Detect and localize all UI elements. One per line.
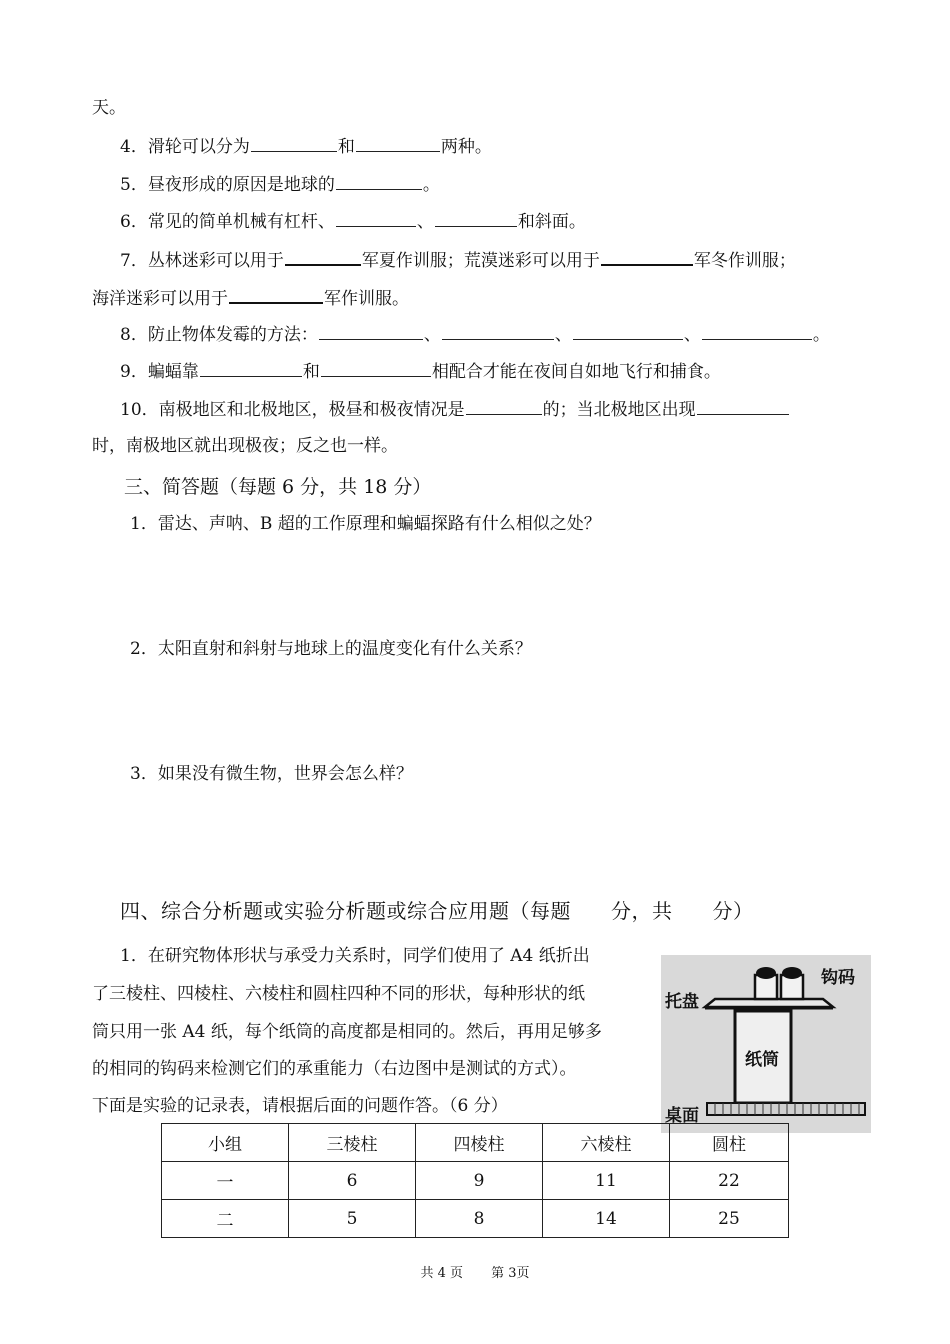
answer-blank[interactable] bbox=[702, 321, 812, 340]
label-desk: 桌面 bbox=[665, 1106, 699, 1126]
section-4-question-1-line: 了三棱柱、四棱柱、六棱柱和圆柱四种不同的形状，每种形状的纸 bbox=[92, 984, 585, 1004]
table-cell: 6 bbox=[289, 1162, 416, 1200]
label-tray: 托盘 bbox=[665, 992, 699, 1012]
section-4-question-1-line: 的相同的钩码来检测它们的承重能力（右边图中是测试的方式）。 bbox=[92, 1059, 577, 1079]
table-cell: 8 bbox=[416, 1200, 543, 1238]
table-header-cell: 小组 bbox=[162, 1124, 289, 1162]
table-cell: 一 bbox=[162, 1162, 289, 1200]
table-header-cell: 圆柱 bbox=[670, 1124, 789, 1162]
answer-blank[interactable] bbox=[573, 321, 683, 340]
current-page: 第 3页 bbox=[491, 1266, 530, 1281]
section-4-question-1-line: 下面是实验的记录表，请根据后面的问题作答。（6 分） bbox=[92, 1096, 508, 1116]
table-header-row bbox=[162, 1124, 789, 1162]
table-row bbox=[162, 1162, 789, 1200]
section-3-question-1: 1．雷达、声呐、B 超的工作原理和蝙蝠探路有什么相似之处？ bbox=[130, 514, 601, 534]
question-9: 9．蝙蝠靠 和 相配合才能在夜间自如地飞行和捕食。 bbox=[120, 358, 721, 384]
table-cell: 9 bbox=[416, 1162, 543, 1200]
question-7-cont: 海洋迷彩可以用于 军作训服。 bbox=[92, 284, 409, 311]
answer-blank[interactable] bbox=[321, 358, 431, 377]
section-4-question-1-line: 1．在研究物体形状与承受力关系时，同学们使用了 A4 纸折出 bbox=[120, 946, 590, 966]
section-4-question-1-line: 筒只用一张 A4 纸，每个纸筒的高度都是相同的。然后，再用足够多 bbox=[92, 1022, 602, 1042]
answer-blank[interactable] bbox=[336, 208, 416, 227]
answer-blank[interactable] bbox=[466, 396, 542, 415]
question-8: 8．防止物体发霉的方法： 、 、 、 。 bbox=[120, 321, 830, 347]
table-cell: 二 bbox=[162, 1200, 289, 1238]
section-3-title: 三、简答题（每题 6 分，共 18 分） bbox=[124, 476, 432, 498]
table-cell: 25 bbox=[670, 1200, 789, 1238]
table-cell: 22 bbox=[670, 1162, 789, 1200]
table-cell: 5 bbox=[289, 1200, 416, 1238]
table-cell: 11 bbox=[543, 1162, 670, 1200]
answer-blank[interactable] bbox=[200, 358, 302, 377]
page-footer bbox=[0, 1262, 950, 1281]
question-5: 5．昼夜形成的原因是地球的 。 bbox=[120, 171, 440, 197]
table-cell: 14 bbox=[543, 1200, 670, 1238]
section-3-question-3: 3．如果没有微生物，世界会怎么样？ bbox=[130, 764, 413, 784]
answer-blank[interactable] bbox=[435, 208, 517, 227]
continuation-text: 天。 bbox=[92, 98, 126, 118]
table-header-cell: 六棱柱 bbox=[543, 1124, 670, 1162]
answer-blank[interactable] bbox=[336, 171, 422, 190]
record-table bbox=[161, 1123, 789, 1238]
table-header-cell: 三棱柱 bbox=[289, 1124, 416, 1162]
experiment-figure bbox=[661, 955, 871, 1133]
answer-blank[interactable] bbox=[319, 321, 423, 340]
table-row bbox=[162, 1200, 789, 1238]
answer-blank[interactable] bbox=[697, 396, 789, 415]
total-pages: 共 4 页 bbox=[420, 1266, 464, 1281]
table-header-cell: 四棱柱 bbox=[416, 1124, 543, 1162]
question-7: 7．丛林迷彩可以用于 军夏作训服；荒漠迷彩可以用于 军冬作训服； bbox=[120, 246, 796, 273]
section-4-title: 四、综合分析题或实验分析题或综合应用题（每题 分，共 分） bbox=[120, 899, 754, 923]
section-3-question-2: 2．太阳直射和斜射与地球上的温度变化有什么关系？ bbox=[130, 639, 532, 659]
answer-blank[interactable] bbox=[285, 246, 361, 266]
label-tube: 纸筒 bbox=[745, 1050, 779, 1070]
answer-blank[interactable] bbox=[601, 246, 693, 266]
answer-blank[interactable] bbox=[251, 133, 337, 152]
answer-blank[interactable] bbox=[442, 321, 554, 340]
question-4: 4．滑轮可以分为 和 两种。 bbox=[120, 133, 492, 159]
question-10: 10．南极地区和北极地区，极昼和极夜情况是 的；当北极地区出现 bbox=[120, 396, 790, 422]
answer-blank[interactable] bbox=[229, 284, 323, 304]
question-10-cont: 时，南极地区就出现极夜；反之也一样。 bbox=[92, 436, 398, 456]
answer-blank[interactable] bbox=[356, 133, 440, 152]
label-weights: 钩码 bbox=[821, 968, 855, 988]
question-6: 6．常见的简单机械有杠杆、 、 和斜面。 bbox=[120, 208, 586, 234]
